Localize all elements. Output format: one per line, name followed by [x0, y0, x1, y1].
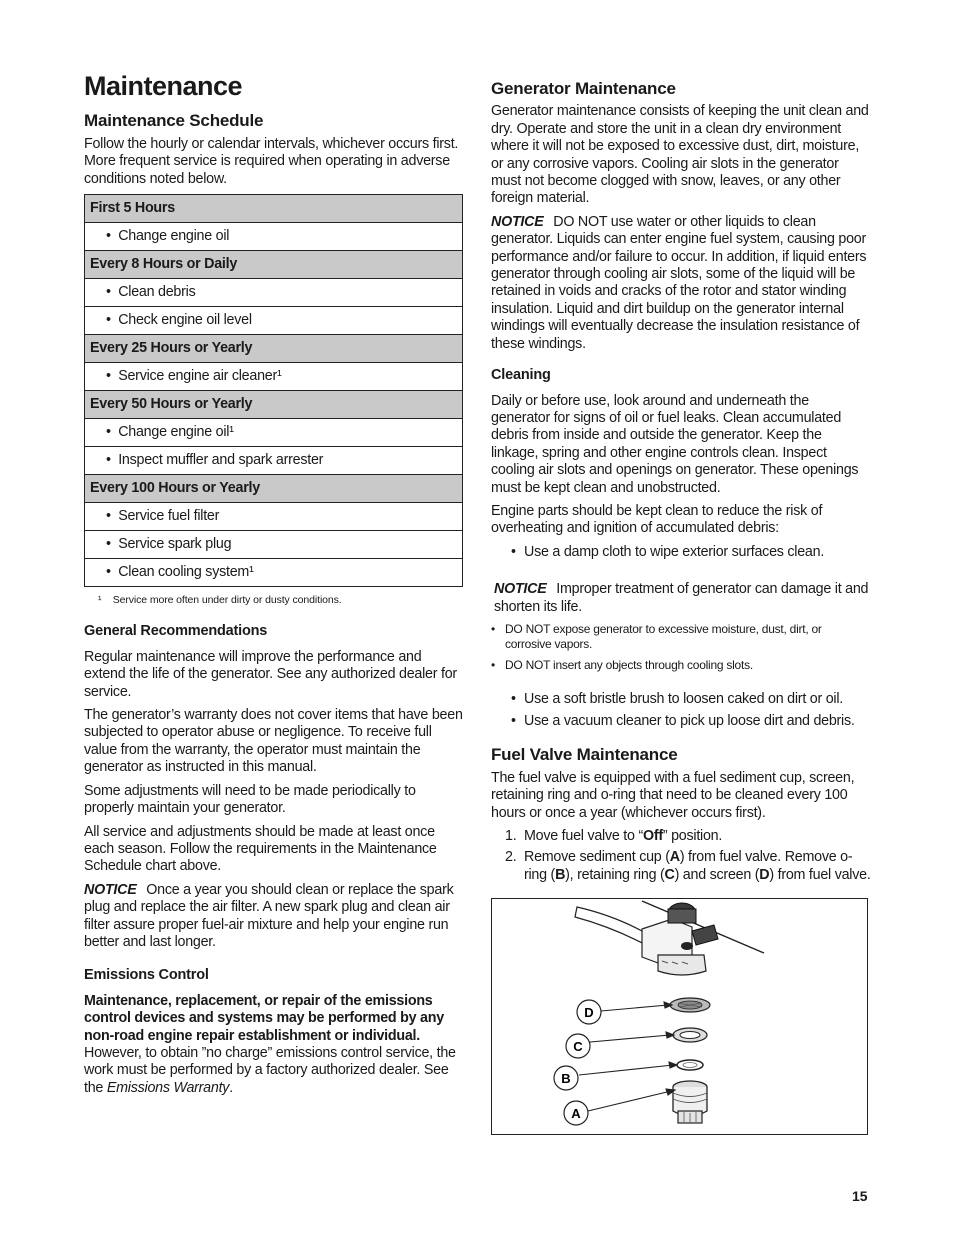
- callout-c: [566, 1034, 590, 1058]
- page-number: 15: [852, 1188, 868, 1204]
- general-paragraph-3: Some adjustments will need to be made periodically to properly maintain your generator.: [84, 782, 416, 817]
- emissions-warranty-reference: Emissions Warranty: [106, 1079, 230, 1096]
- general-paragraph-1: Regular maintenance will improve the performance and extend the life of the generator. See any authorized dealer for service.: [84, 648, 457, 700]
- schedule-interval-row: [85, 391, 463, 419]
- notice-text: DO NOT use water or other liquids to clean generator. Liquids can enter engine fuel system, causing poor performance and/or failure to occur. In addition, if liquid enters generator through cooling air slots, some of the liquid will be retained in voids and cracks of the rotor and stator winding insulation. Liquid and dirt buildup on the generator internal windings will eventually decrease the insulation resistance of these windings.: [491, 213, 867, 352]
- general-paragraph-2: The generator’s warranty does not cover items that have been subjected to operator abuse or negligence. To receive full value from the warranty, the operator must maintain the generator as instructed in this manual.: [84, 707, 463, 776]
- sediment-cup-part: [673, 1081, 707, 1123]
- screen-part: [670, 998, 710, 1012]
- notice-text: Improper treatment of generator can damage it and shorten its life.: [494, 581, 869, 615]
- notice-label: NOTICE: [84, 881, 137, 898]
- step-number: 1.: [505, 827, 517, 844]
- schedule-task-row: [85, 363, 463, 391]
- callout-label-b: B: [561, 1071, 571, 1086]
- fuel-valve-maintenance-heading: Fuel Valve Maintenance: [491, 745, 678, 765]
- fuel-valve-paragraph: The fuel valve is equipped with a fuel sediment cup, screen, retaining ring and o-ring that need to be cleaned every 100 hours or once a year (whichever occurs first).: [491, 769, 855, 821]
- step-text: ), retaining ring (: [565, 866, 665, 883]
- interval-label: First 5 Hours: [85, 195, 463, 223]
- fuel-valve-steps: [491, 828, 871, 884]
- off-position-label: Off: [642, 827, 663, 844]
- callout-label-a: A: [571, 1106, 581, 1121]
- maintenance-schedule-table: [84, 194, 463, 587]
- schedule-task-row: [85, 279, 463, 307]
- emissions-end: .: [229, 1079, 233, 1096]
- step-number: 2.: [505, 849, 517, 866]
- list-item: • DO NOT expose generator to excessive moisture, dust, dirt, or corrosive vapors.: [491, 622, 871, 653]
- task-label: • Change engine oil: [85, 223, 463, 251]
- task-label: • Inspect muffler and spark arrester: [85, 447, 463, 475]
- step-1: [491, 828, 871, 845]
- general-recommendations-heading: General Recommendations: [84, 623, 268, 640]
- cleaning-paragraph-2: Engine parts should be kept clean to reduce the risk of overheating and ignition of accumulated debris:: [491, 502, 823, 537]
- maintenance-schedule-heading: Maintenance Schedule: [84, 111, 264, 131]
- emissions-bold-text: Maintenance, replacement, or repair of the emissions control devices and systems may be performed by any non-road engine repair establishment or individual.: [84, 992, 444, 1044]
- interval-label: Every 25 Hours or Yearly: [85, 335, 463, 363]
- step-text: ) from fuel valve. Remove o-ring (: [524, 849, 853, 883]
- cleaning-paragraph-1: Daily or before use, look around and underneath the generator for signs of oil or fuel leaks. Clean accumulated debris from inside and outside the generator. Keep the linkage, spring and other engine controls clean. Inspect cooling air slots and openings on generator. These openings must be kept clean and unobstructed.: [491, 392, 859, 496]
- step-2: [491, 849, 871, 884]
- fuel-valve-figure: [491, 898, 868, 1135]
- part-letter-c: C: [664, 866, 675, 883]
- notice-label: NOTICE: [494, 581, 547, 598]
- retaining-ring-part: [673, 1028, 707, 1042]
- emissions-text: However, to obtain ”no charge” emissions control service, the work must be performed by a factory authorized dealer. See the: [84, 1044, 456, 1096]
- schedule-task-row: [85, 559, 463, 587]
- callout-label-c: C: [573, 1039, 583, 1054]
- schedule-task-row: [85, 531, 463, 559]
- notice-bullet-list: [491, 622, 871, 674]
- part-letter-a: A: [669, 849, 680, 866]
- generator-paragraph: Generator maintenance consists of keeping the unit clean and dry. Operate and store the unit in a clean dry environment where it will not be exposed to excessive dust, dirt, moisture, or any corrosive vapors. Cooling air slots in the generator must not become clogged with snow, leaves, or any other foreign material.: [491, 103, 869, 207]
- o-ring-part: [677, 1060, 703, 1070]
- schedule-interval-row: [85, 475, 463, 503]
- part-letter-b: B: [555, 866, 566, 883]
- schedule-interval-row: [85, 195, 463, 223]
- footnote-mark: ¹: [98, 594, 102, 607]
- schedule-task-row: [85, 307, 463, 335]
- step-text: ) from fuel valve.: [769, 866, 871, 883]
- callout-b: [554, 1066, 578, 1090]
- notice-label: NOTICE: [491, 213, 544, 230]
- schedule-footnote: [98, 592, 464, 609]
- step-text: Move fuel valve to “: [524, 827, 643, 844]
- task-label: • Service fuel filter: [85, 503, 463, 531]
- list-item: • Use a damp cloth to wipe exterior surfaces clean.: [491, 544, 871, 561]
- schedule-interval-row: [85, 251, 463, 279]
- task-label: • Clean debris: [85, 279, 463, 307]
- step-text: ) and screen (: [674, 866, 760, 883]
- schedule-interval-row: [85, 335, 463, 363]
- interval-label: Every 50 Hours or Yearly: [85, 391, 463, 419]
- schedule-task-row: [85, 503, 463, 531]
- callout-a: [564, 1101, 588, 1125]
- fuel-valve-illustration: [492, 899, 866, 1133]
- part-letter-d: D: [759, 866, 770, 883]
- task-label: • Service spark plug: [85, 531, 463, 559]
- list-item: • DO NOT insert any objects through cooling slots.: [491, 658, 871, 674]
- general-notice: [84, 882, 464, 952]
- cleaning-bullet-list: [491, 544, 871, 561]
- fuel-line: [575, 907, 652, 945]
- general-paragraph-4: All service and adjustments should be made at least once each season. Follow the requirements in the Maintenance Schedule chart above.: [84, 823, 437, 875]
- notice-text: Once a year you should clean or replace the spark plug and replace the air filter. A new spark plug and clean air filter assure proper fuel-air mixture and help your engine run better and last longer.: [84, 881, 454, 950]
- step-text: ” position.: [662, 827, 723, 844]
- cleaning-notice: [491, 581, 871, 616]
- task-label: • Check engine oil level: [85, 307, 463, 335]
- footnote-text: Service more often under dirty or dusty conditions.: [112, 594, 342, 607]
- generator-maintenance-heading: Generator Maintenance: [491, 79, 676, 98]
- schedule-intro: Follow the hourly or calendar intervals, whichever occurs first. More frequent service is required when operating in adverse conditions noted below.: [84, 135, 459, 187]
- cleaning-bullet-list-2: [491, 691, 871, 730]
- list-item: • Use a vacuum cleaner to pick up loose dirt and debris.: [491, 713, 871, 730]
- task-label: • Change engine oil¹: [85, 419, 463, 447]
- schedule-task-row: [85, 447, 463, 475]
- page-title: Maintenance: [84, 71, 243, 101]
- left-column: [84, 71, 464, 1103]
- task-label: • Service engine air cleaner¹: [85, 363, 463, 391]
- generator-notice: [491, 214, 871, 353]
- interval-label: Every 100 Hours or Yearly: [85, 475, 463, 503]
- step-text: Remove sediment cup (: [524, 849, 670, 866]
- list-item: • Use a soft bristle brush to loosen caked on dirt or oil.: [491, 691, 871, 708]
- fuel-valve-body: [642, 903, 718, 975]
- callout-label-d: D: [584, 1005, 594, 1020]
- task-label: • Clean cooling system¹: [85, 559, 463, 587]
- cleaning-heading: Cleaning: [491, 367, 551, 384]
- callout-d: [577, 1000, 601, 1024]
- emissions-paragraph: [84, 993, 464, 1097]
- schedule-task-row: [85, 419, 463, 447]
- schedule-task-row: [85, 223, 463, 251]
- interval-label: Every 8 Hours or Daily: [85, 251, 463, 279]
- right-column: [491, 78, 871, 888]
- emissions-control-heading: Emissions Control: [84, 967, 209, 984]
